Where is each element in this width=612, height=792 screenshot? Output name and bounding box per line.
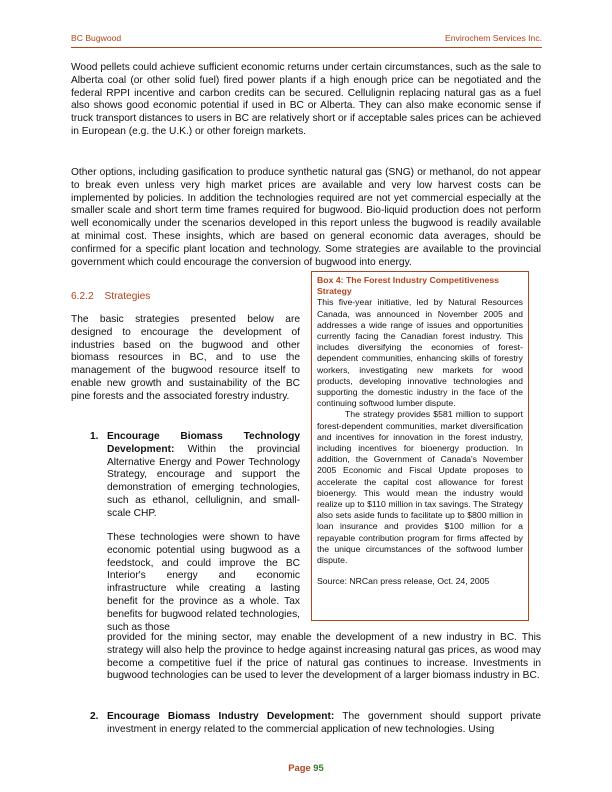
page-header [71, 33, 542, 48]
item-2-number: 2. [90, 711, 99, 722]
page-label: Page [288, 762, 311, 773]
box-paragraph-2: The strategy provides $581 million to support forest-dependent communities, market diversification and incentives for innovation in the forest industry, including incentives for bioenergy production. In addition, the Government of Canada's November 2005 Economic and Fiscal Update proposes to accelerate the capital cost allowance for forest bioenergy. This would mean the industry would realize up to $110 million in tax savings. The Strategy also sets aside funds to facilitate up to $800 million in loan insurance and provides $100 million for a repayable contribution program for firms affected by the unique circumstances of the softwood lumber dispute. [317, 409, 523, 566]
item-1-number: 1. [90, 431, 99, 442]
item-1 [107, 431, 300, 521]
box-title: Box 4: The Forest Industry Competitiveness Strategy [317, 275, 499, 297]
section-heading [71, 291, 150, 302]
page-number: 95 [313, 762, 324, 773]
paragraph-1: Wood pellets could achieve sufficient economic returns under certain circumstances, such as the sale to Alberta coal (or other solid fuel) fired power plants if a high enough price can be negotiated and the federal RPPI incentive and carbon credits can be secured. Cellulignin replacing natural gas as a fuel also shows good economic potential if used in BC or Alberta. They can also make economic sense if truck transport distances to users in BC are relatively short or if acceptable sales prices can be achieved in European (e.g. the U.K.) or other foreign markets. [71, 62, 541, 137]
item-1-title: Encourage Biomass Technology Development: [107, 431, 300, 455]
sidebar-box [311, 271, 529, 621]
paragraph-3: The basic strategies presented below are designed to encourage the development of industries based on the bugwood and other biomass resources in BC, and to use the management of the bugwood resource itself to enable new growth and sustainability of the BC pine forests and the associated forestry industry. [71, 314, 300, 402]
paragraph-2: Other options, including gasification to produce synthetic natural gas (SNG) or methanol, do not appear to break even unless very high market prices are available and very low harvest costs can be implemented by policies. In addition the technologies required are not yet commercial especially at the smaller scale and short term time frames required for bugwood. Bio-liquid production does not perform well economically under the scenarios developed in this report unless the bugwood is readily available at minimal cost. These insights, which are based on general economic data averages, should be confirmed for a specific plant location and technology. Some strategies are available to the provincial government which could encourage the conversion of bugwood into energy. [71, 167, 541, 268]
header-left: BC Bugwood [71, 33, 122, 43]
page-footer [0, 762, 612, 773]
item-1-continuation: provided for the mining sector, may enable the development of a new industry in BC. This strategy will also help the province to hedge against increasing natural gas prices, as wood may become a competitive fuel if the price of natural gas continues to increase. Investments in bugwood technologies can be used to lever the development of a larger biomass industry in BC. [107, 632, 541, 682]
box-paragraph-1: This five-year initiative, led by Natural Resources Canada, was announced in November 2005 and addresses a wide range of issues and opportunities currently facing the Canadian forest industry. This includes diversifying the economies of forest-dependent communities, enhancing skills of forestry workers, investigating new markets for wood products, developing innovative technologies and supporting the domestic industry in the face of the continuing softwood lumber dispute. [317, 297, 523, 409]
item-1-text: Within the provincial Alternative Energy and Power Technology Strategy, encourage and support the demonstration of emerging technologies, such as ethanol, cellulignin, and small-scale CHP. [107, 443, 300, 519]
header-right: Envirochem Services Inc. [445, 33, 542, 43]
item-2-title: Encourage Biomass Industry Development: [107, 711, 335, 722]
item-2 [107, 711, 541, 737]
item-1-para: These technologies were shown to have economic potential using bugwood as a feedstock, and could improve the BC Interior's energy and economic infrastructure while creating a lasting benefit for the province as a whole. Tax benefits for bugwood related technologies, such as those [107, 532, 300, 633]
section-number: 6.2.2 [71, 291, 94, 302]
item-2-text: The government should support private investment in energy related to the commercial application of new technologies. Using [107, 711, 541, 735]
section-title: Strategies [104, 291, 151, 302]
box-source: Source: NRCan press release, Oct. 24, 2005 [317, 576, 490, 587]
